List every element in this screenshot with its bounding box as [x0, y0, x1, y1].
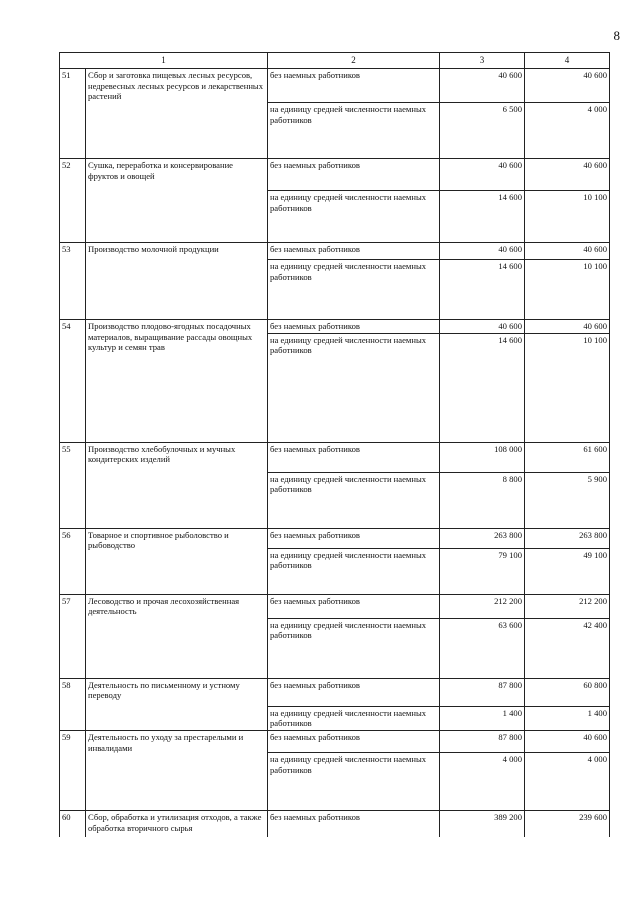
- row-number: 55: [60, 442, 86, 528]
- row-number: 58: [60, 678, 86, 730]
- taxpayer-type: на единицу средней численности наемных работников: [268, 103, 440, 159]
- taxpayer-type: на единицу средней численности наемных работников: [268, 753, 440, 811]
- table-row: [60, 442, 610, 472]
- value-col-4: 61 600: [525, 442, 610, 472]
- value-col-3: 1 400: [440, 706, 525, 730]
- activity-name: Производство плодово-ягодных посадочных материалов, выращивание рассады овощных культур и семян трав: [86, 320, 268, 443]
- value-col-3: 40 600: [440, 320, 525, 334]
- value-col-3: 108 000: [440, 442, 525, 472]
- row-number: 51: [60, 69, 86, 159]
- table-row: [60, 320, 610, 334]
- value-col-4: 60 800: [525, 678, 610, 706]
- value-col-4: 42 400: [525, 618, 610, 678]
- column-header-1: 1: [60, 53, 268, 69]
- taxpayer-type: на единицу средней численности наемных работников: [268, 618, 440, 678]
- activity-name: Сушка, переработка и консервирование фруктов и овощей: [86, 159, 268, 243]
- value-col-4: 40 600: [525, 320, 610, 334]
- row-number: 52: [60, 159, 86, 243]
- activity-name: Товарное и спортивное рыболовство и рыбоводство: [86, 528, 268, 594]
- value-col-3: 40 600: [440, 243, 525, 260]
- activity-name: Лесоводство и прочая лесохозяйственная деятельность: [86, 594, 268, 678]
- value-col-3: 87 800: [440, 731, 525, 753]
- column-header-4: 4: [525, 53, 610, 69]
- value-col-4: 10 100: [525, 333, 610, 442]
- tax-rate-table: [59, 52, 610, 837]
- value-col-4: 4 000: [525, 753, 610, 811]
- column-header-2: 2: [268, 53, 440, 69]
- value-col-3: 14 600: [440, 260, 525, 320]
- taxpayer-type: на единицу средней численности наемных работников: [268, 191, 440, 243]
- activity-name: Деятельность по письменному и устному переводу: [86, 678, 268, 730]
- row-number: 56: [60, 528, 86, 594]
- taxpayer-type: без наемных работников: [268, 528, 440, 548]
- value-col-3: 14 600: [440, 191, 525, 243]
- value-col-4: 49 100: [525, 548, 610, 594]
- activity-name: Сбор и заготовка пищевых лесных ресурсов, недревесных лесных ресурсов и лекарственных растений: [86, 69, 268, 159]
- table-header-row: [60, 53, 610, 69]
- taxpayer-type: без наемных работников: [268, 811, 440, 837]
- value-col-4: 40 600: [525, 243, 610, 260]
- taxpayer-type: на единицу средней численности наемных работников: [268, 548, 440, 594]
- value-col-3: 87 800: [440, 678, 525, 706]
- taxpayer-type: на единицу средней численности наемных работников: [268, 706, 440, 730]
- table-row: [60, 594, 610, 618]
- taxpayer-type: без наемных работников: [268, 243, 440, 260]
- taxpayer-type: без наемных работников: [268, 159, 440, 191]
- taxpayer-type: без наемных работников: [268, 69, 440, 103]
- value-col-4: 5 900: [525, 472, 610, 528]
- row-number: 60: [60, 811, 86, 837]
- value-col-3: 40 600: [440, 69, 525, 103]
- taxpayer-type: на единицу средней численности наемных работников: [268, 472, 440, 528]
- page-number: 8: [613, 28, 620, 43]
- value-col-3: 79 100: [440, 548, 525, 594]
- value-col-4: 263 800: [525, 528, 610, 548]
- row-number: 57: [60, 594, 86, 678]
- value-col-4: 1 400: [525, 706, 610, 730]
- taxpayer-type: без наемных работников: [268, 731, 440, 753]
- value-col-3: 6 500: [440, 103, 525, 159]
- value-col-4: 239 600: [525, 811, 610, 837]
- value-col-3: 389 200: [440, 811, 525, 837]
- table-row: [60, 243, 610, 260]
- activity-name: Деятельность по уходу за престарелыми и инвалидами: [86, 731, 268, 811]
- row-number: 54: [60, 320, 86, 443]
- table-row: [60, 731, 610, 753]
- value-col-3: 40 600: [440, 159, 525, 191]
- value-col-4: 40 600: [525, 69, 610, 103]
- value-col-4: 40 600: [525, 159, 610, 191]
- activity-name: Производство хлебобулочных и мучных кондитерских изделий: [86, 442, 268, 528]
- row-number: 59: [60, 731, 86, 811]
- value-col-3: 8 800: [440, 472, 525, 528]
- taxpayer-type: на единицу средней численности наемных работников: [268, 333, 440, 442]
- value-col-3: 4 000: [440, 753, 525, 811]
- value-col-4: 10 100: [525, 191, 610, 243]
- table-row: [60, 159, 610, 191]
- value-col-3: 63 600: [440, 618, 525, 678]
- value-col-4: 40 600: [525, 731, 610, 753]
- table-row: [60, 69, 610, 103]
- value-col-4: 212 200: [525, 594, 610, 618]
- activity-name: Сбор, обработка и утилизация отходов, а также обработка вторичного сырья: [86, 811, 268, 837]
- table-row: [60, 678, 610, 706]
- table-row: [60, 811, 610, 837]
- value-col-3: 263 800: [440, 528, 525, 548]
- value-col-3: 14 600: [440, 333, 525, 442]
- taxpayer-type: без наемных работников: [268, 320, 440, 334]
- taxpayer-type: без наемных работников: [268, 678, 440, 706]
- table-row: [60, 528, 610, 548]
- column-header-3: 3: [440, 53, 525, 69]
- value-col-3: 212 200: [440, 594, 525, 618]
- taxpayer-type: без наемных работников: [268, 594, 440, 618]
- activity-name: Производство молочной продукции: [86, 243, 268, 320]
- value-col-4: 10 100: [525, 260, 610, 320]
- value-col-4: 4 000: [525, 103, 610, 159]
- taxpayer-type: на единицу средней численности наемных работников: [268, 260, 440, 320]
- taxpayer-type: без наемных работников: [268, 442, 440, 472]
- row-number: 53: [60, 243, 86, 320]
